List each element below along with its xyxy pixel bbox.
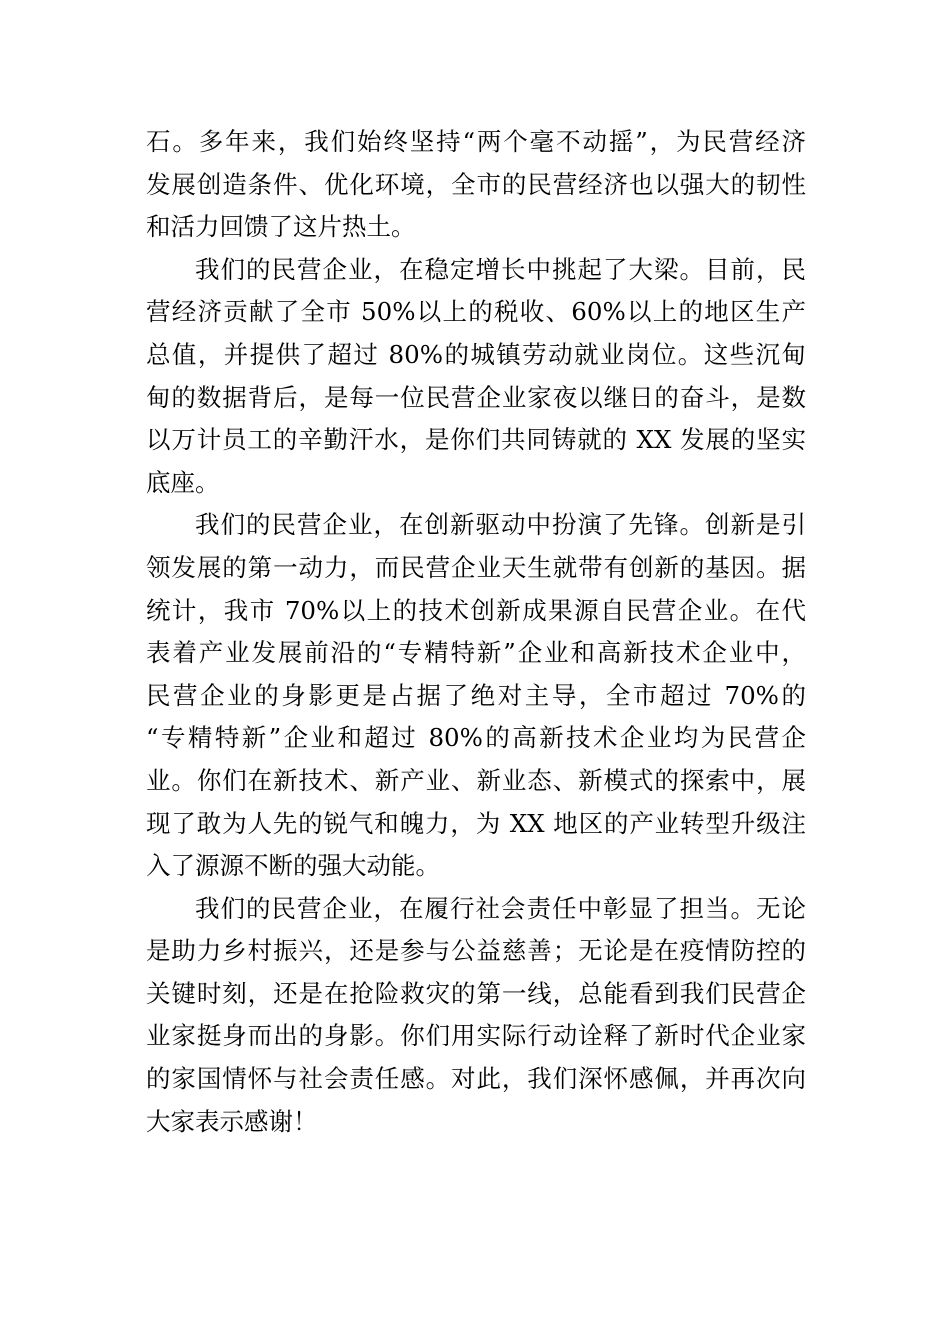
text-line: 是助力乡村振兴，还是参与公益慈善；无论是在疫情防控的 bbox=[146, 936, 806, 966]
text-line: 民营企业的身影更是占据了绝对主导，全市超过 70%的 bbox=[146, 680, 806, 710]
text-line: 大家表示感谢！ bbox=[146, 1106, 318, 1136]
text-line: 我们的民营企业，在创新驱动中扮演了先锋。创新是引 bbox=[195, 510, 806, 540]
text-line: 领发展的第一动力，而民营企业天生就带有创新的基因。据 bbox=[146, 552, 806, 582]
text-line: 统计，我市 70%以上的技术创新成果源自民营企业。在代 bbox=[146, 595, 806, 625]
text-line: 底座。 bbox=[146, 467, 220, 497]
text-line: 发展创造条件、优化环境，全市的民营经济也以强大的韧性 bbox=[146, 169, 806, 199]
text-line: 甸的数据背后，是每一位民营企业家夜以继日的奋斗，是数 bbox=[146, 382, 806, 412]
text-line: 以万计员工的辛勤汗水，是你们共同铸就的 XX 发展的坚实 bbox=[146, 425, 806, 455]
text-line: 入了源源不断的强大动能。 bbox=[146, 851, 440, 881]
text-line: “专精特新”企业和超过 80%的高新技术企业均为民营企 bbox=[146, 723, 806, 753]
text-line: 总值，并提供了超过 80%的城镇劳动就业岗位。这些沉甸 bbox=[146, 339, 806, 369]
text-line: 业。你们在新技术、新产业、新业态、新模式的探索中，展 bbox=[146, 765, 806, 795]
text-line: 关键时刻，还是在抢险救灾的第一线，总能看到我们民营企 bbox=[146, 978, 806, 1008]
text-line: 表着产业发展前沿的“专精特新”企业和高新技术企业中， bbox=[146, 638, 806, 668]
text-line: 的家国情怀与社会责任感。对此，我们深怀感佩，并再次向 bbox=[146, 1064, 806, 1094]
text-line: 我们的民营企业，在履行社会责任中彰显了担当。无论 bbox=[195, 893, 806, 923]
document-page bbox=[146, 121, 806, 1143]
text-line: 营经济贡献了全市 50%以上的税收、60%以上的地区生产 bbox=[146, 297, 806, 327]
text-line: 现了敢为人先的锐气和魄力，为 XX 地区的产业转型升级注 bbox=[146, 808, 806, 838]
text-line: 和活力回馈了这片热土。 bbox=[146, 212, 416, 242]
text-line: 业家挺身而出的身影。你们用实际行动诠释了新时代企业家 bbox=[146, 1021, 806, 1051]
text-line: 石。多年来，我们始终坚持“两个毫不动摇”，为民营经济 bbox=[146, 127, 806, 156]
text-line: 我们的民营企业，在稳定增长中挑起了大梁。目前，民 bbox=[195, 254, 806, 284]
